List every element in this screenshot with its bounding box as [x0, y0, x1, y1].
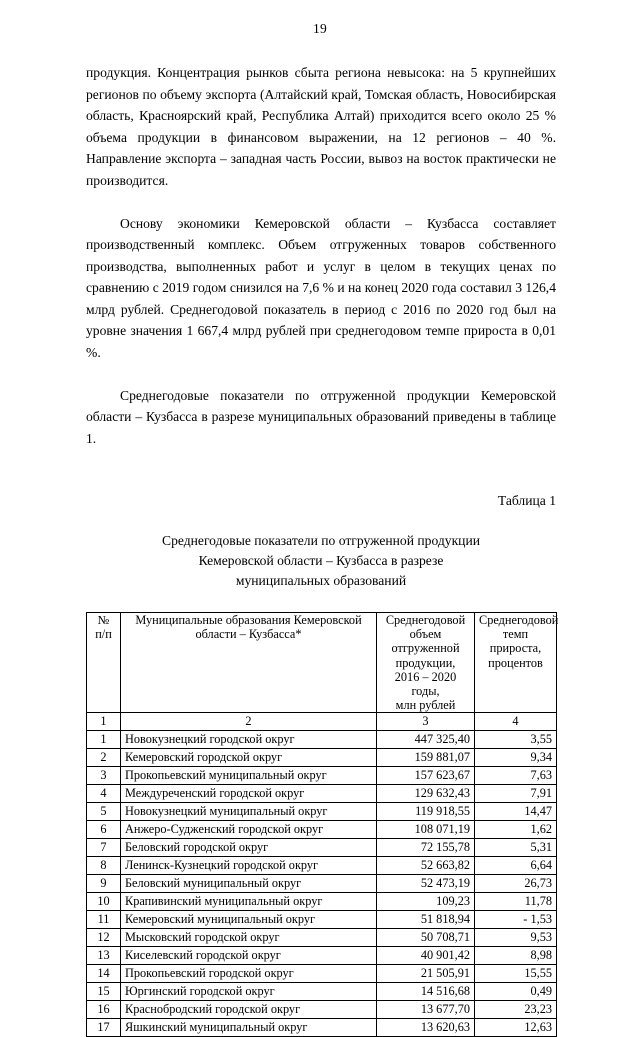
table-row	[87, 785, 557, 803]
table-row	[87, 1019, 557, 1037]
page-content	[86, 62, 559, 1037]
table-row	[87, 983, 557, 1001]
row-municipality: Кемеровский муниципальный округ	[121, 911, 377, 929]
table-row	[87, 875, 557, 893]
row-volume: 109,23	[377, 893, 475, 911]
header-cell-number	[87, 613, 121, 713]
table-row	[87, 1001, 557, 1019]
table-head	[87, 613, 557, 713]
paragraph-3: Среднегодовые показатели по отгруженной продукции Кемеровской области – Кузбасса в разрезе муниципальных образований приведены в таблице 1.	[86, 387, 556, 446]
row-growth-rate: 1,62	[475, 821, 557, 839]
row-growth-rate: 0,49	[475, 983, 557, 1001]
row-growth-rate: 5,31	[475, 839, 557, 857]
row-municipality: Юргинский городской округ	[121, 983, 377, 1001]
row-number: 12	[87, 929, 121, 947]
row-number: 9	[87, 875, 121, 893]
row-number: 3	[87, 767, 121, 785]
row-number: 14	[87, 965, 121, 983]
paragraph-1: продукция. Концентрация рынков сбыта региона невысока: на 5 крупнейших регионов по объему экспорта (Алтайский край, Томская область, Новосибирская область, Красноярский край, Республика Алтай) приходится всего около 25 % объема продукции в финансовом выражении, на 12 регионов – 40 %. Направление экспорта – западная часть России, вывоз на восток практически не производится.	[86, 65, 556, 188]
table-caption-line-2: Кемеровской области – Кузбасса в разрезе	[198, 553, 444, 568]
row-volume: 52 663,82	[377, 857, 475, 875]
table-caption-line-3: муниципальных образований	[235, 573, 407, 588]
row-municipality: Беловский городской округ	[121, 839, 377, 857]
row-growth-rate: 9,34	[475, 749, 557, 767]
header-volume-line-3: отгруженной	[391, 641, 460, 656]
row-growth-rate: 9,53	[475, 929, 557, 947]
table-row	[87, 857, 557, 875]
row-municipality: Краснобродский городской округ	[121, 1001, 377, 1019]
header-number-line-2: п/п	[95, 627, 112, 642]
row-growth-rate: 12,63	[475, 1019, 557, 1037]
header-volume-line-6: млн рублей	[395, 698, 456, 713]
table-caption	[86, 511, 556, 591]
row-volume: 50 708,71	[377, 929, 475, 947]
row-growth-rate: 11,78	[475, 893, 557, 911]
row-growth-rate: 8,98	[475, 947, 557, 965]
shipped-products-table	[86, 612, 557, 1037]
row-volume: 51 818,94	[377, 911, 475, 929]
header-volume-line-2: объем	[409, 627, 442, 642]
table-row	[87, 803, 557, 821]
header-number-line-1: №	[97, 613, 110, 627]
table-container	[86, 591, 559, 1037]
row-volume: 108 071,19	[377, 821, 475, 839]
row-municipality: Ленинск-Кузнецкий городской округ	[121, 857, 377, 875]
row-growth-rate: 26,73	[475, 875, 557, 893]
header-cell-growth-rate	[475, 613, 557, 713]
header-cell-volume	[377, 613, 475, 713]
row-volume: 129 632,43	[377, 785, 475, 803]
row-volume: 52 473,19	[377, 875, 475, 893]
table-header-row	[87, 613, 557, 713]
table-row	[87, 947, 557, 965]
table-row	[87, 911, 557, 929]
row-municipality: Анжеро-Судженский городской округ	[121, 821, 377, 839]
header-growth-line-2: темп прироста,	[489, 627, 542, 656]
row-volume: 159 881,07	[377, 749, 475, 767]
row-municipality: Мысковский городской округ	[121, 929, 377, 947]
row-municipality: Новокузнецкий муниципальный округ	[121, 803, 377, 821]
header-municipality-line-1: Муниципальные образования Кемеровской	[135, 613, 362, 627]
column-number-4: 4	[475, 713, 557, 731]
table-row	[87, 821, 557, 839]
table-label: Таблица 1	[497, 492, 556, 508]
row-volume: 14 516,68	[377, 983, 475, 1001]
row-municipality: Прокопьевский муниципальный округ	[121, 767, 377, 785]
table-row	[87, 893, 557, 911]
row-municipality: Беловский муниципальный округ	[121, 875, 377, 893]
row-volume: 13 677,70	[377, 1001, 475, 1019]
row-volume: 119 918,55	[377, 803, 475, 821]
row-growth-rate: 6,64	[475, 857, 557, 875]
row-municipality: Крапивинский муниципальный округ	[121, 893, 377, 911]
column-number-row	[87, 713, 557, 731]
header-municipality-line-2: области – Кузбасса*	[195, 627, 302, 642]
table-row	[87, 749, 557, 767]
table-row	[87, 839, 557, 857]
row-number: 4	[87, 785, 121, 803]
row-number: 7	[87, 839, 121, 857]
table-column-numbers	[87, 713, 557, 731]
row-growth-rate: 7,91	[475, 785, 557, 803]
row-growth-rate: 23,23	[475, 1001, 557, 1019]
row-volume: 72 155,78	[377, 839, 475, 857]
row-municipality: Новокузнецкий городской округ	[121, 731, 377, 749]
row-municipality: Прокопьевский городской округ	[121, 965, 377, 983]
page-number: 19	[313, 21, 327, 36]
table-row	[87, 965, 557, 983]
table-body	[87, 731, 557, 1037]
header-growth-line-1: Среднегодовой	[479, 613, 559, 627]
table-row	[87, 929, 557, 947]
row-number: 16	[87, 1001, 121, 1019]
table-caption-line-1: Среднегодовые показатели по отгруженной продукции	[162, 533, 480, 548]
row-municipality: Кемеровский городской округ	[121, 749, 377, 767]
row-number: 11	[87, 911, 121, 929]
row-number: 17	[87, 1019, 121, 1037]
row-municipality: Яшкинский муниципальный округ	[121, 1019, 377, 1037]
header-volume-line-1: Среднегодовой	[385, 613, 466, 627]
row-number: 10	[87, 893, 121, 911]
row-growth-rate: 7,63	[475, 767, 557, 785]
row-number: 13	[87, 947, 121, 965]
column-number-3: 3	[377, 713, 475, 731]
row-number: 8	[87, 857, 121, 875]
row-volume: 13 620,63	[377, 1019, 475, 1037]
row-volume: 21 505,91	[377, 965, 475, 983]
row-growth-rate: 3,55	[475, 731, 557, 749]
row-number: 6	[87, 821, 121, 839]
header-cell-municipality	[121, 613, 377, 713]
row-municipality: Междуреченский городской округ	[121, 785, 377, 803]
row-number: 15	[87, 983, 121, 1001]
table-row	[87, 731, 557, 749]
column-number-1: 1	[87, 713, 121, 731]
row-number: 2	[87, 749, 121, 767]
header-volume-line-4: продукции,	[395, 655, 456, 670]
row-number: 1	[87, 731, 121, 749]
row-municipality: Киселевский городской округ	[121, 947, 377, 965]
row-growth-rate: 14,47	[475, 803, 557, 821]
header-growth-line-3: процентов	[488, 655, 543, 670]
row-growth-rate: 15,55	[475, 965, 557, 983]
row-number: 5	[87, 803, 121, 821]
paragraph-2: Основу экономики Кемеровской области – Кузбасса составляет производственный комплекс. Объем отгруженных товаров собственного производства, выполненных работ и услуг в целом в текущих ценах по сравнению с 2019 годом снизился на 7,6 % и на конец 2020 года составил 3 126,4 млрд рублей. Среднегодовой показатель в период с 2016 по 2020 год был на уровне значения 1 667,4 млрд рублей при среднегодовом темпе прироста в 0,01 %.	[86, 215, 556, 360]
row-volume: 157 623,67	[377, 767, 475, 785]
row-growth-rate: - 1,53	[475, 911, 557, 929]
table-row	[87, 767, 557, 785]
row-volume: 447 325,40	[377, 731, 475, 749]
row-volume: 40 901,42	[377, 947, 475, 965]
column-number-2: 2	[121, 713, 377, 731]
header-volume-line-5: 2016 – 2020 годы,	[394, 669, 457, 699]
